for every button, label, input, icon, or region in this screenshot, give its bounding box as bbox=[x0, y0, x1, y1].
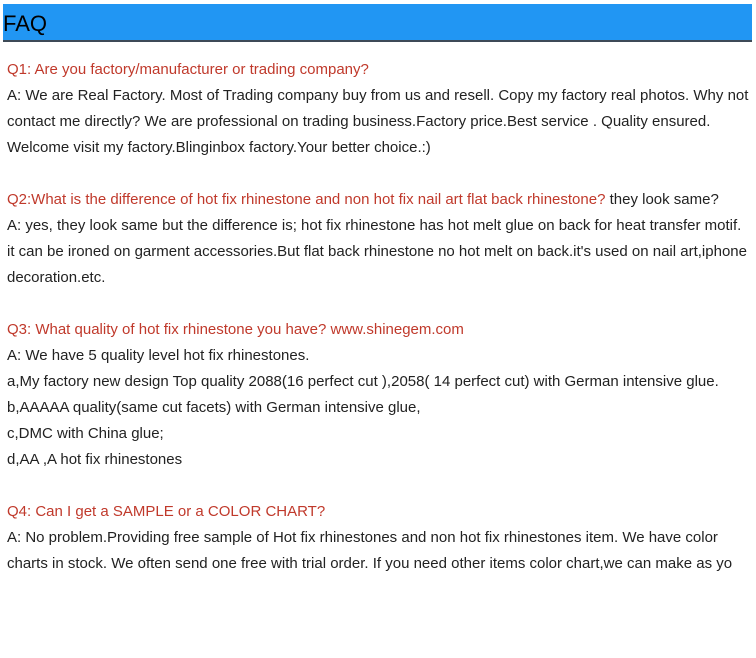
page-title: FAQ bbox=[3, 11, 48, 36]
question-text bbox=[7, 57, 752, 83]
question-label: Q3: What quality of hot fix rhinestone you have? www.shinegem.com bbox=[7, 321, 464, 338]
faq-content bbox=[7, 57, 752, 603]
question-label: Q4: Can I get a SAMPLE or a COLOR CHART? bbox=[7, 503, 326, 520]
question-label: Q1: Are you factory/manufacturer or trading company? bbox=[7, 61, 369, 78]
answer-line: b,AAAAA quality(same cut facets) with German intensive glue, bbox=[7, 399, 421, 416]
answer-line: a,My factory new design Top quality 2088(16 perfect cut ),2058( 14 perfect cut) with German intensive glue. bbox=[7, 373, 719, 390]
answer-line: d,AA ,A hot fix rhinestones bbox=[7, 451, 183, 468]
faq-header-bar bbox=[3, 4, 752, 42]
answer-line: A: We have 5 quality level hot fix rhinestones. bbox=[7, 347, 310, 364]
answer-text: A: No problem.Providing free sample of Hot fix rhinestones and non hot fix rhinestones item. We have color charts in stock. We often send one free with trial order. If you need other items color chart,we can make as yo bbox=[7, 529, 733, 572]
answer-text: A: yes, they look same but the difference is; hot fix rhinestone has hot melt glue on back for heat transfer motif. it can be ironed on garment accessories.But flat back rhinestone no hot melt on back.it's used on nail art,iphone decoration.etc. bbox=[7, 217, 747, 286]
answer-line: c,DMC with China glue; bbox=[7, 425, 164, 442]
faq-item-q3 bbox=[7, 317, 752, 473]
question-label: Q2:What is the difference of hot fix rhinestone and non hot fix nail art flat back rhinestone? bbox=[7, 191, 606, 208]
question-text bbox=[7, 187, 752, 213]
question-text bbox=[7, 499, 752, 525]
faq-item-q2 bbox=[7, 187, 752, 291]
question-text bbox=[7, 317, 752, 343]
question-tail: they look same? bbox=[605, 191, 719, 208]
faq-item-q4 bbox=[7, 499, 752, 577]
faq-item-q1 bbox=[7, 57, 752, 161]
answer-text: A: We are Real Factory. Most of Trading company buy from us and resell. Copy my factory real photos. Why not contact me directly? We are professional on trading business.Factory price.Best service . Quality ensured. Welcome visit my factory.Blinginbox factory.Your better choice.:) bbox=[7, 87, 749, 156]
